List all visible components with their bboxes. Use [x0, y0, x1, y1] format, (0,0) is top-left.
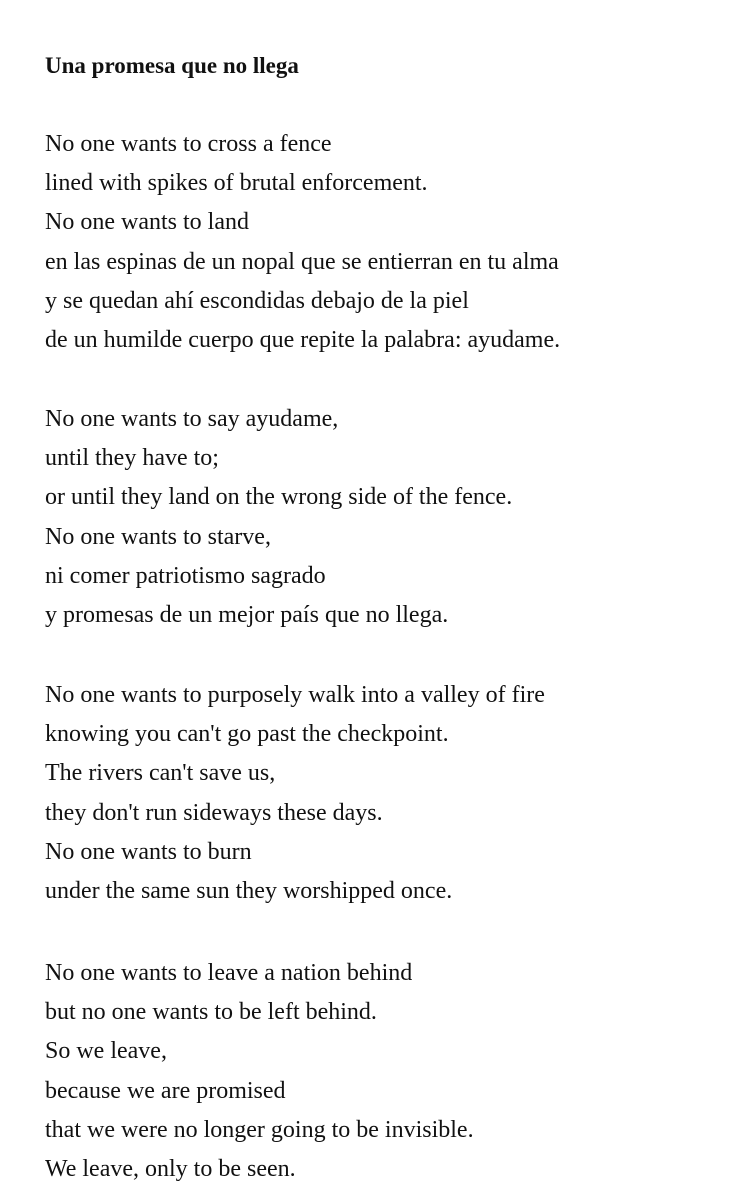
stanza-3 [45, 676, 545, 911]
poem-line: ni comer patriotismo sagrado [45, 562, 326, 589]
poem-line: No one wants to burn [45, 838, 252, 865]
poem-line: No one wants to starve, [45, 523, 271, 550]
poem-line: or until they land on the wrong side of the fence. [45, 484, 513, 511]
poem-line: No one wants to land [45, 209, 249, 236]
poem-title: Una promesa que no llega [45, 53, 299, 78]
poem-line: We leave, only to be seen. [45, 1155, 296, 1182]
poem-line: until they have to; [45, 445, 219, 472]
poem-line: lined with spikes of brutal enforcement. [45, 170, 428, 197]
poem-line: No one wants to cross a fence [45, 131, 332, 157]
poem-line: because we are promised [45, 1077, 286, 1104]
poem-line: y promesas de un mejor país que no llega. [45, 601, 449, 628]
stanza-2 [45, 400, 512, 635]
poem-line: No one wants to leave a nation behind [45, 960, 413, 986]
poem-line: de un humilde cuerpo que repite la palabra: ayudame. [45, 326, 561, 353]
stanza-4 [45, 954, 474, 1189]
stanza-1 [45, 125, 560, 360]
poem-line: under the same sun they worshipped once. [45, 877, 453, 904]
poem-line: but no one wants to be left behind. [45, 999, 377, 1026]
poem-line: knowing you can't go past the checkpoint. [45, 721, 449, 748]
poem-line: y se quedan ahí escondidas debajo de la piel [45, 287, 469, 314]
poem-line: No one wants to purposely walk into a valley of fire [45, 682, 545, 708]
poem-line: that we were no longer going to be invisible. [45, 1116, 474, 1143]
poem-line: No one wants to say ayudame, [45, 406, 339, 432]
poem-line: en las espinas de un nopal que se entierran en tu alma [45, 248, 559, 275]
poem-line: they don't run sideways these days. [45, 799, 383, 826]
poem-line: The rivers can't save us, [45, 760, 276, 787]
poem-line: So we leave, [45, 1038, 167, 1065]
